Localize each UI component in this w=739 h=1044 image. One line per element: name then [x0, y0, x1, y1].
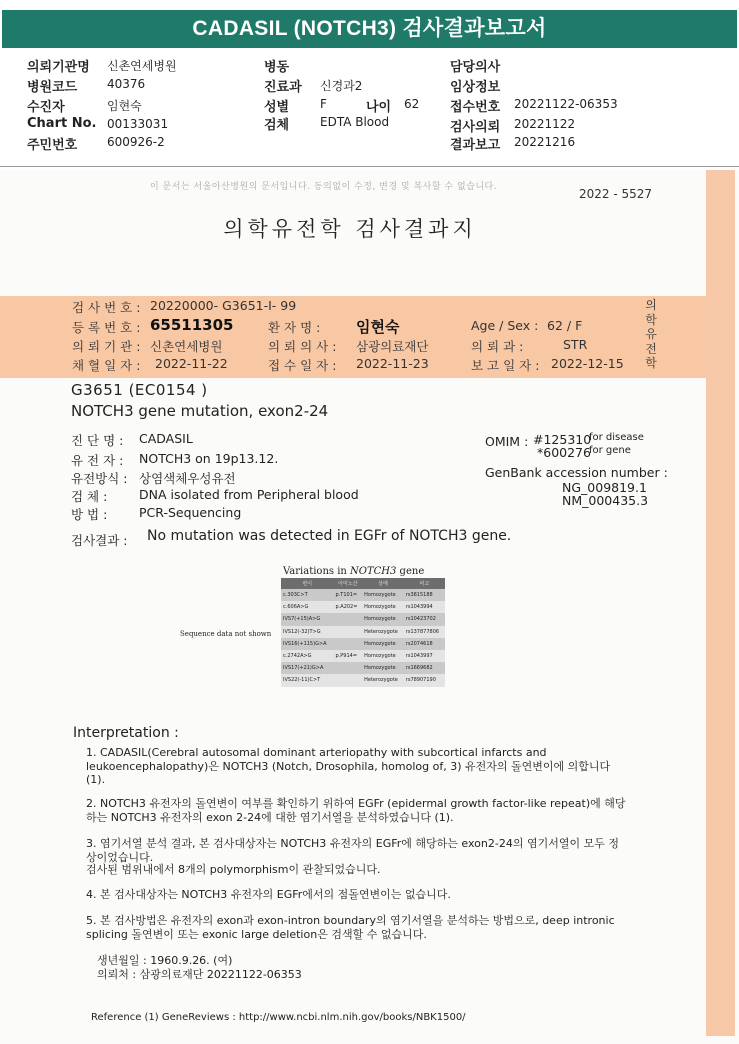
interpretation-paragraph-2: 2. NOTCH3 유전자의 돌연변이 여부를 확인하기 위하여 EGFr (epidermal growth factor-like repeat)에 해당하는 NOTCH3 유전자의 exon 2-24에 대한 염기서열을 분석하였습니다 (1). [86, 797, 626, 824]
table-row [281, 613, 445, 625]
agesex-label: Age / Sex : [471, 318, 539, 333]
diagnosis-value: CADASIL [139, 431, 193, 446]
table-cell: Heterozygote [362, 626, 404, 638]
table-row [281, 601, 445, 613]
clinical-info-label: 임상정보 [450, 80, 501, 95]
table-cell [334, 613, 363, 625]
agesex-value: 62 / F [547, 318, 583, 333]
table-cell: IVS17(+21)G>A [281, 662, 334, 674]
specimen-value: EDTA Blood [320, 115, 390, 129]
table-header-row [281, 578, 445, 589]
method-label: 방 법 : [71, 507, 108, 522]
header-divider [0, 166, 739, 167]
report-day-label: 보 고 일 자 : [471, 358, 540, 373]
result-label: 검사결과 : [71, 533, 128, 548]
interpretation-heading: Interpretation : [73, 725, 179, 741]
vertical-dept-label: 의학유전학 [645, 298, 657, 370]
table-cell: rs1043994 [404, 601, 445, 613]
table-cell: rs3815188 [404, 589, 445, 601]
interpretation-paragraph-1: 1. CADASIL(Cerebral autosomal dominant arteriopathy with subcortical infarcts and leukoencephalopathy)은 NOTCH3 (Notch, Drosophila, homolog of, 3) 유전자의 돌연변이에 의합니다 (1). [86, 746, 611, 786]
table-cell: Homozygote [362, 601, 404, 613]
report-date-label: 결과보고 [450, 138, 501, 153]
table-cell: IVS7(+15)A>G [281, 613, 334, 625]
patient-label: 수진자 [27, 100, 65, 115]
resident-no-label: 주민번호 [27, 138, 78, 153]
table-cell: IVS22(-11)C>T [281, 674, 334, 686]
table-cell: rs137877806 [404, 626, 445, 638]
report-header [0, 50, 739, 166]
sex-value: F [320, 97, 327, 111]
table-cell [334, 638, 363, 650]
requesting-inst-label: 의 뢰 기 관 : [72, 339, 141, 354]
variations-table [281, 578, 445, 687]
column-header: 비고 [404, 578, 445, 589]
requesting-dept-label: 의 뢰 과 : [471, 339, 524, 354]
chart-no-label: Chart No. [27, 116, 97, 131]
omim-gene-note: for gene [589, 445, 631, 456]
requesting-doctor-label: 의 뢰 의 사 : [268, 339, 337, 354]
report-day-value: 2022-12-15 [551, 356, 624, 371]
table-cell: c.606A>G [281, 601, 334, 613]
receipt-date-value: 2022-11-23 [356, 356, 429, 371]
genbank-nm: NM_000435.3 [562, 493, 649, 508]
receipt-no-label: 접수번호 [450, 100, 501, 115]
table-cell: p.T101= [334, 589, 363, 601]
column-header: 변이 [281, 578, 334, 589]
genbank-label: GenBank accession number : [485, 465, 668, 480]
receipt-date-label: 접 수 일 자 : [268, 358, 337, 373]
table-cell: rs78907190 [404, 674, 445, 686]
table-row [281, 638, 445, 650]
requester-info: 의뢰처 : 삼광의료재단 20221122-06353 [97, 968, 302, 981]
table-row [281, 626, 445, 638]
table-cell: rs1043997 [404, 650, 445, 662]
requesting-doctor-value: 삼광의료재단 [356, 339, 429, 354]
table-cell: IVS16(+115)G>A [281, 638, 334, 650]
table-cell: Heterozygote [362, 674, 404, 686]
diagnosis-label: 진 단 명 : [71, 433, 124, 448]
test-no-label: 검 사 번 호 : [72, 300, 141, 315]
age-label: 나이 [366, 100, 392, 115]
requesting-dept-value: STR [563, 337, 588, 352]
table-cell: Homozygote [362, 589, 404, 601]
gene-value: NOTCH3 on 19p13.12. [139, 451, 279, 466]
copy-notice: 이 문서는 서울아산병원의 문서입니다. 동의없이 수정, 변경 및 복사할 수 없습니다. [150, 182, 498, 192]
department-label: 진료과 [264, 80, 302, 95]
request-date-value: 20221122 [514, 117, 576, 131]
table-cell [334, 662, 363, 674]
gene-test-title: NOTCH3 gene mutation, exon2-24 [71, 402, 329, 420]
draw-date-value: 2022-11-22 [155, 356, 228, 371]
patient-name-value: 임현숙 [356, 318, 400, 336]
table-row [281, 650, 445, 662]
reference: Reference (1) GeneReviews : http://www.ncbi.nlm.nih.gov/books/NBK1500/ [91, 1012, 466, 1023]
column-header: 아미노산 [334, 578, 363, 589]
table-cell: p.A202= [334, 601, 363, 613]
specimen-type-value: DNA isolated from Peripheral blood [139, 487, 359, 502]
institution-value: 신촌연세병원 [107, 59, 177, 73]
table-cell [334, 674, 363, 686]
hospital-code-value: 40376 [107, 77, 146, 91]
interpretation-paragraph-3b: 검사된 범위내에서 8개의 polymorphism이 관찰되었습니다. [86, 863, 381, 876]
table-cell: Homozygote [362, 650, 404, 662]
inheritance-value: 상염색체우성유전 [139, 471, 236, 486]
birth-date: 생년월일 : 1960.9.26. (여) [97, 954, 233, 967]
right-margin-strip [706, 170, 735, 1036]
table-cell: Homozygote [362, 638, 404, 650]
table-cell: rs2074618 [404, 638, 445, 650]
method-value: PCR-Sequencing [139, 505, 242, 520]
requesting-inst-value: 신촌연세병원 [150, 339, 223, 354]
ward-label: 병동 [264, 60, 290, 75]
institution-label: 의뢰기관명 [27, 60, 90, 75]
table-cell: rs1669682 [404, 662, 445, 674]
request-date-label: 검사의뢰 [450, 120, 501, 135]
omim-disease-note: for disease [589, 432, 644, 443]
interpretation-paragraph-5: 5. 본 검사방법은 유전자의 exon과 exon-intron boundary의 염기서열을 분석하는 방법으로, deep intronic splicing 돌연변이 또는 exonic large deletion은 검색할 수 없습니다. [86, 914, 615, 941]
report-title: CADASIL (NOTCH3) 검사결과보고서 [2, 10, 737, 48]
age-value: 62 [404, 97, 420, 111]
variations-title: Variations in NOTCH3 gene [283, 566, 425, 577]
reg-no-label: 등 록 번 호 : [72, 320, 141, 335]
table-cell: IVS12(-32)T>G [281, 626, 334, 638]
table-cell [334, 626, 363, 638]
specimen-label: 검체 [264, 118, 290, 133]
column-header: 상태 [362, 578, 404, 589]
table-cell: rs10423702 [404, 613, 445, 625]
sequence-note: Sequence data not shown [180, 630, 272, 638]
interpretation-paragraph-3: 3. 염기서열 분석 결과, 본 검사대상자는 NOTCH3 유전자의 EGFr에 해당하는 exon2-24의 염기서열이 모두 정상이었습니다. [86, 837, 619, 864]
test-no-value: 20220000- G3651-I- 99 [150, 298, 297, 313]
test-code: G3651 (EC0154 ) [71, 381, 208, 399]
table-row [281, 662, 445, 674]
doctor-label: 담당의사 [450, 60, 501, 75]
hospital-code-label: 병원코드 [27, 80, 78, 95]
table-row [281, 674, 445, 686]
table-cell: p.P914= [334, 650, 363, 662]
omim-label: OMIM : [485, 434, 529, 449]
table-row [281, 589, 445, 601]
table-cell: Homozygote [362, 613, 404, 625]
patient-value: 임현숙 [107, 99, 142, 113]
inheritance-label: 유전방식 : [71, 471, 128, 486]
gene-label: 유 전 자 : [71, 453, 124, 468]
document-title: 의학유전학 검사결과지 [223, 217, 477, 241]
form-number: 2022 - 5527 [579, 187, 653, 201]
report-date-value: 20221216 [514, 135, 576, 149]
receipt-no-value: 20221122-06353 [514, 97, 618, 111]
omim-disease-id: #125310 [533, 432, 592, 447]
table-cell: c.303C>T [281, 589, 334, 601]
chart-no-value: 00133031 [107, 117, 169, 131]
draw-date-label: 채 혈 일 자 : [72, 358, 141, 373]
resident-no-value: 600926-2 [107, 135, 165, 149]
omim-gene-id: *600276 [537, 445, 591, 460]
reg-no-value: 65511305 [150, 316, 234, 334]
interpretation-paragraph-4: 4. 본 검사대상자는 NOTCH3 유전자의 EGFr에서의 점돌연변이는 없습니다. [86, 888, 451, 901]
specimen-type-label: 검 체 : [71, 489, 108, 504]
department-value: 신경과2 [320, 79, 363, 93]
sex-label: 성별 [264, 100, 290, 115]
genbank-ng: NG_009819.1 [562, 480, 647, 495]
table-cell: Homozygote [362, 662, 404, 674]
patient-name-label: 환 자 명 : [268, 320, 321, 335]
result-value: No mutation was detected in EGFr of NOTCH3 gene. [147, 528, 512, 544]
table-cell: c.2742A>G [281, 650, 334, 662]
